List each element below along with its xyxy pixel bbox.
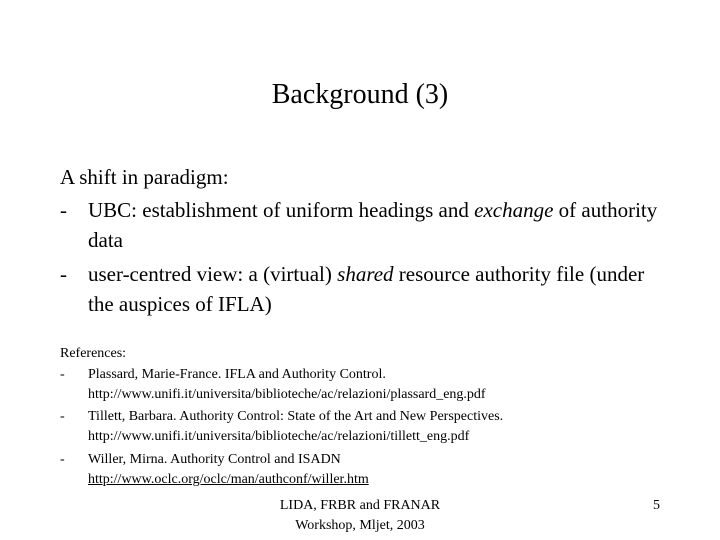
emphasis-exchange: exchange	[474, 198, 554, 222]
reference-link[interactable]: http://www.oclc.org/oclc/man/authconf/willer.htm	[88, 472, 369, 487]
references-heading: References:	[60, 346, 127, 361]
reference-url[interactable]: http://www.unifi.it/universita/biblioteche/ac/relazioni/plassard_eng.pdf	[88, 387, 486, 402]
bullet-item	[60, 195, 670, 255]
page-number: 5	[653, 498, 660, 513]
reference-item	[60, 407, 620, 447]
footer-line-1: LIDA, FRBR and FRANAR	[279, 498, 441, 513]
bullet-dash: -	[60, 198, 67, 222]
reference-url[interactable]: http://www.unifi.it/universita/biblioteche/ac/relazioni/tillett_eng.pdf	[88, 429, 470, 444]
reference-dash: -	[60, 452, 65, 467]
bullet-item	[60, 259, 670, 319]
reference-dash: -	[60, 409, 65, 424]
slide-title: Background (3)	[271, 79, 449, 110]
emphasis-shared: shared	[337, 262, 394, 286]
reference-item	[60, 450, 620, 490]
footer-line-2: Workshop, Mljet, 2003	[295, 518, 425, 533]
bullet-text: UBC: establishment of uniform headings and exchange of authority data	[88, 198, 658, 252]
reference-dash: -	[60, 367, 65, 382]
footer	[240, 496, 480, 536]
reference-citation: Willer, Mirna. Authority Control and ISADN	[88, 452, 341, 467]
bullet-dash: -	[60, 262, 67, 286]
reference-item	[60, 365, 620, 405]
intro-text: A shift in paradigm:	[60, 165, 229, 189]
reference-citation: Plassard, Marie-France. IFLA and Authority Control.	[88, 367, 386, 382]
reference-citation: Tillett, Barbara. Authority Control: State of the Art and New Perspectives.	[88, 409, 504, 424]
bullet-text: user-centred view: a (virtual) shared resource authority file (under the auspices of IFLA)	[88, 262, 645, 316]
